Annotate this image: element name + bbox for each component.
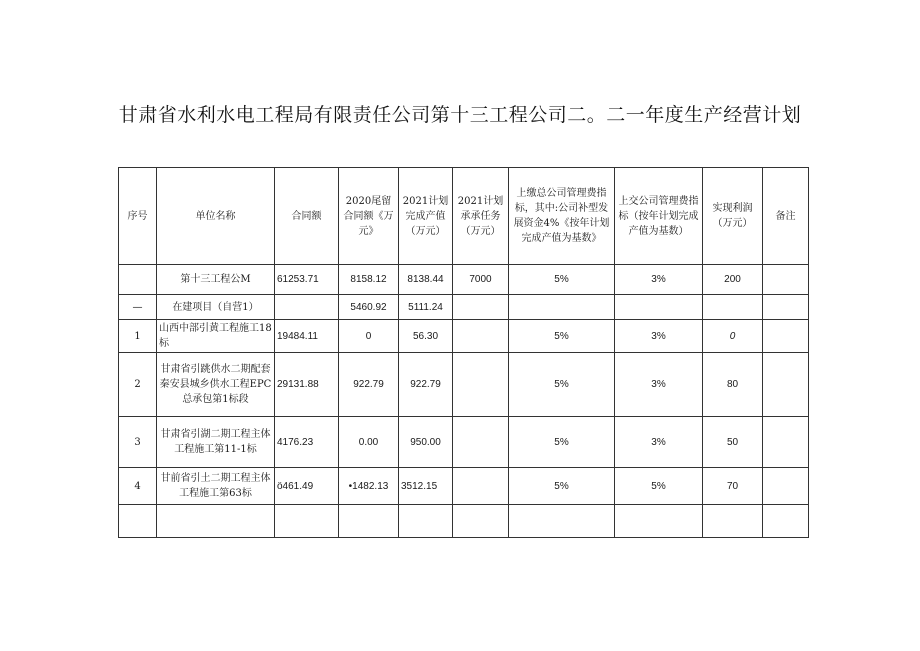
cell-company-fee [615,505,703,538]
cell-planned-task [453,505,509,538]
cell-planned-output: 3512.15 [399,468,453,505]
cell-note [763,468,809,505]
cell-planned-task [453,320,509,353]
cell-planned-output: 922.79 [399,353,453,417]
header-contract: 合同额 [275,168,339,265]
cell-planned-output: 950.00 [399,417,453,468]
table-row [119,295,809,320]
page-title: 甘肃省水利水电工程局有限责任公司第十三工程公司二。二一年度生产经营计划 [118,104,802,126]
cell-unit-name: 甘肃省引跳供水二期配套秦安县城乡供水工程EPC总承包第1标段 [157,353,275,417]
cell-head-office-fee: 5% [509,417,615,468]
cell-profit: 0 [703,320,763,353]
cell-company-fee: 3% [615,417,703,468]
header-carryover: 2020尾留合同额《万元》 [339,168,399,265]
cell-carryover: 922.79 [339,353,399,417]
cell-profit: 80 [703,353,763,417]
header-unit-name: 单位名称 [157,168,275,265]
cell-head-office-fee: 5% [509,353,615,417]
cell-unit-name: 第十三工程公M [157,265,275,295]
table-row [119,353,809,417]
table-row [119,417,809,468]
cell-planned-output: 5111.24 [399,295,453,320]
cell-note [763,265,809,295]
cell-planned-task [453,295,509,320]
cell-planned-task: 7000 [453,265,509,295]
table-row [119,468,809,505]
cell-carryover: •1482.13 [339,468,399,505]
cell-contract: 4176.23 [275,417,339,468]
cell-carryover: 0 [339,320,399,353]
cell-company-fee: 3% [615,320,703,353]
cell-contract: 19484.11 [275,320,339,353]
cell-note [763,320,809,353]
cell-profit [703,505,763,538]
cell-contract: 29131.88 [275,353,339,417]
cell-profit [703,295,763,320]
cell-seq: 3 [119,417,157,468]
cell-carryover: 5460.92 [339,295,399,320]
cell-planned-task [453,353,509,417]
cell-head-office-fee [509,505,615,538]
cell-unit-name: 甘前省引土二期工程主体工程施工第63标 [157,468,275,505]
cell-contract [275,505,339,538]
header-row [119,168,809,265]
cell-note [763,505,809,538]
table-row [119,265,809,295]
production-plan-table [118,167,809,538]
cell-unit-name: 甘肃省引湖二期工程主体工程施工第11-1标 [157,417,275,468]
cell-seq [119,505,157,538]
cell-seq: 2 [119,353,157,417]
cell-contract [275,295,339,320]
cell-note [763,353,809,417]
cell-profit: 70 [703,468,763,505]
cell-planned-task [453,468,509,505]
header-head-office-fee: 上缴总公司管理费指标，其中:公司补型发展资金4%《按年计划完成产值为基数》 [509,168,615,265]
cell-company-fee: 5% [615,468,703,505]
cell-seq: — [119,295,157,320]
cell-note [763,417,809,468]
cell-seq [119,265,157,295]
cell-profit: 200 [703,265,763,295]
header-company-fee: 上交公司管理费指标（按年计划完成产值为基数） [615,168,703,265]
header-planned-output: 2021计划完成产值（万元） [399,168,453,265]
cell-contract: ö461.49 [275,468,339,505]
cell-profit: 50 [703,417,763,468]
cell-unit-name: 山西中部引黄工程施工18标 [157,320,275,353]
header-profit: 实现利润（万元） [703,168,763,265]
cell-planned-output: 56.30 [399,320,453,353]
cell-note [763,295,809,320]
cell-carryover: 0.00 [339,417,399,468]
cell-unit-name: 在建项目（自营1） [157,295,275,320]
cell-head-office-fee [509,295,615,320]
cell-company-fee: 3% [615,265,703,295]
cell-seq: 1 [119,320,157,353]
table-row [119,505,809,538]
cell-planned-task [453,417,509,468]
cell-head-office-fee: 5% [509,265,615,295]
header-seq: 序号 [119,168,157,265]
header-planned-task: 2021计划承承任务（万元） [453,168,509,265]
cell-planned-output: 8138.44 [399,265,453,295]
cell-carryover [339,505,399,538]
cell-planned-output [399,505,453,538]
cell-head-office-fee: 5% [509,320,615,353]
cell-carryover: 8158.12 [339,265,399,295]
cell-company-fee [615,295,703,320]
cell-contract: 61253.71 [275,265,339,295]
table-row [119,320,809,353]
header-note: 备注 [763,168,809,265]
cell-head-office-fee: 5% [509,468,615,505]
cell-company-fee: 3% [615,353,703,417]
cell-seq: 4 [119,468,157,505]
cell-unit-name [157,505,275,538]
